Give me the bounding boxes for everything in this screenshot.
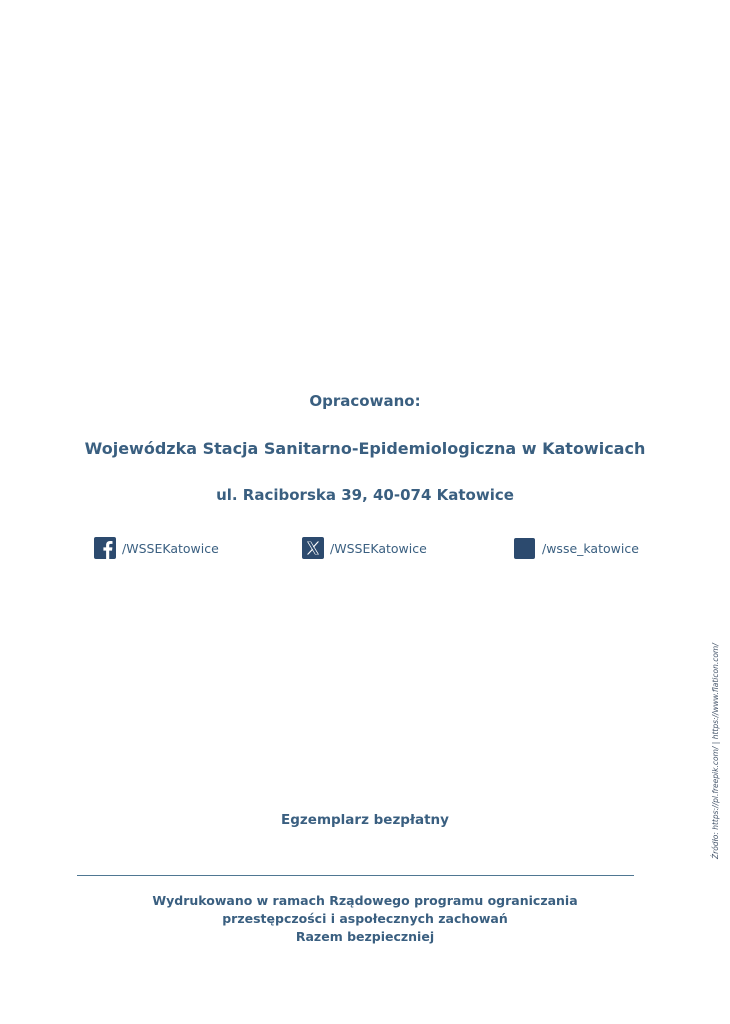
x-icon [302, 537, 324, 559]
institution-address: ul. Raciborska 39, 40-074 Katowice [216, 486, 514, 504]
footer-line-2: przestępczości i aspołecznych zachowań [222, 911, 508, 926]
footer-divider [77, 875, 634, 876]
social-facebook[interactable] [94, 536, 219, 560]
instagram-handle: /wsse_katowice [542, 540, 639, 556]
social-x[interactable] [302, 536, 427, 560]
facebook-icon [94, 537, 116, 559]
instagram-icon [514, 537, 536, 559]
facebook-handle: /WSSEKatowice [122, 540, 219, 556]
institution-name: Wojewódzka Stacja Sanitarno-Epidemiologiczna w Katowicach [84, 439, 646, 458]
x-handle: /WSSEKatowice [330, 540, 427, 556]
footer-line-1: Wydrukowano w ramach Rządowego programu ograniczania [152, 893, 578, 908]
image-source-credit: Źródło: https://pl.freepik.com/ | https://www.flaticon.com/ [711, 643, 720, 859]
free-copy-label: Egzemplarz bezpłatny [281, 812, 449, 828]
footer-line-3: Razem bezpieczniej [295, 929, 435, 944]
footer-program-note [0, 892, 730, 946]
social-instagram[interactable] [514, 536, 639, 560]
prepared-by-label: Opracowano: [309, 392, 421, 410]
